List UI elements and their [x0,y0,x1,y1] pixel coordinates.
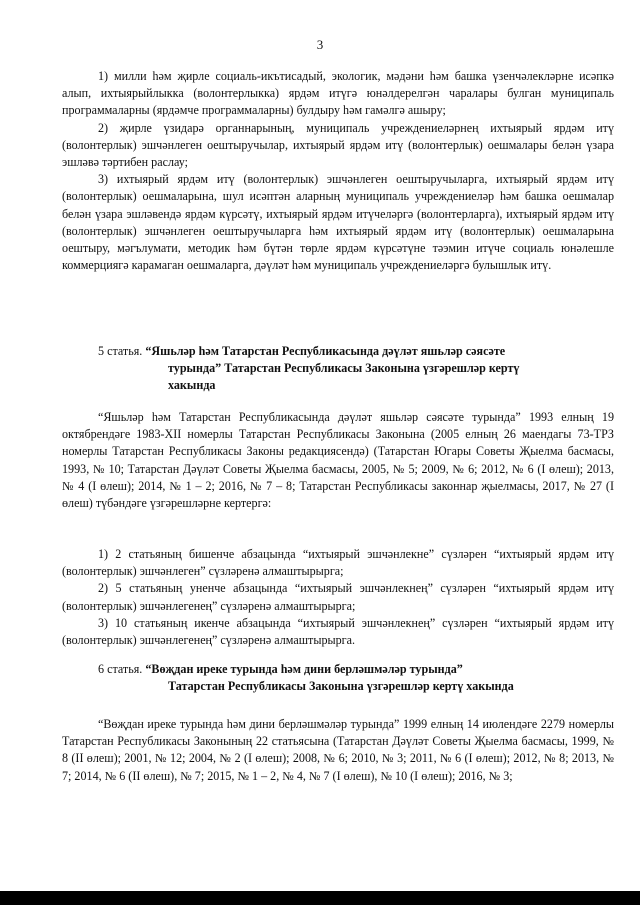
article-6-heading [62,661,614,695]
list-item: 1) милли һәм җирле социаль-икътисадый, экологик, мәдәни һәм башка үзенчәлекләрне исәпкә алып, ихтыярыйлыкка (волонтерлыкка) ярдәм итүгә юнәлдерелгән чаралары булган муниципаль программаларны (ярдәмче программаларны) булдыру һәм гамәлгә ашыру; [62,69,614,118]
paragraph: “Вөҗдан ирек​е турында һәм дини берләшмәләр турында” 1999 елның 14 июлендәге 2279 номерлы Татарстан Республикасы Законының 22 статьясына (Татарстан Дәүләт Советы Җыелма басмасы, 1999, № 8 (II өлеш); 2001, № 12; 2004, № 2 (I өлеш); 2008, № 6; 2010, № 3; 2011, № 6 (I өлеш); 2012, № 8; 2013, № 7; 2014, № 6 (II өлеш), № 7; 2015, № 1 – 2, № 4, № 7 (I өлеш), № 10 (I өлеш); 2016, № 3; [62,717,614,783]
article-5-changes [62,546,614,649]
article-5-heading [62,343,614,395]
list-item: 2) 5 статьяның уненче абзацында “ихтыярый эшчәнлекнең” сүзләрен “ихтыярый ярдәм итү (волонтерлык) эшчәнлегенең” сүзләренә алмаштырырга; [62,581,614,613]
list-item: 2) җирле үзидарә органнарының, муниципаль учреждениеләрнең ихтыярый ярдәм итү (волонтерлык) эшчәнлеген оештыручылар, ихтыярый ярдәм итү (волонтерлык) оешмалары белән үзара эшләвә тәртибен раслау; [62,120,614,170]
article-title: турында” Татарстан Республикасы Законына үзгәрешләр кертү [168,361,520,376]
paragraph: “Яшьләр һәм Татарстан Республикасында дәүләт яшьләр сәясәте турында” 1993 елның 19 октябрендәге 1983-XII номерлы Татарстан Республикасы Законына (2005 елның 26 маендагы 73-ТРЗ номерлы Татарстан Республикасы Законы редакциясендә) (Татарстан Югары Советы Җыелма басмасы, 1993, № 10; Татарстан Дәүләт Советы Җыелма басмасы, 2005, № 5; 2009, № 6; 2012, № 6 (I өлеш); 2013, № 4 (I өлеш); 2014, № 1 – 2; 2016, № 7 – 8; Татарстан Республикасы законнар җыелмасы, 2017, № 27 (I өлеш) түбәндәге үзгәрешләрне кертергә: [62,410,614,511]
article-title: хакында [168,378,216,393]
list-item: 1) 2 статьяның бишенче абзацында “ихтыярый эшчәнлекне” сүзләрен “ихтыярый ярдәм итү (волонтерлык) эшчәнлеген” сүзләренә алмаштырырга; [62,547,614,579]
article-6-body [62,716,614,785]
article-title: “Яшьләр һәм Татарстан Республикасында дәүләт яшьләр сәясәте [145,344,506,358]
list-item: 3) ихтыярый ярдәм итү (волонтерлык) эшчәнлеген оештыручыларга, ихтыярый ярдәм итү (волонтерлык) оешмаларына, шул исәптән аларның муниципаль учреждениеләр һәм башка оешмалар белән үзара эшләвендә ярдәм күрсәтү, ихтыярый ярдәм итүчеләргә (волонтерларга), ихтыярый ярдәм итү (волонтерлык) эшчәнлеген оештыручыларга һәм ихтыярый ярдәм итү (волонтерлык) оешмаларына оештыру, мәгълумати, методик һәм бүтән төрле ярдәм күрсәтүне тәэмин итүче социаль юнәлешле коммерциягә карамаган оешмаларга, дәүләт һәм муниципаль учреждениеләргә булышлык итү. [62,172,614,273]
article-prefix: 5 статья. [98,344,143,358]
article-prefix: 6 статья. [98,662,143,676]
scan-edge [0,891,640,905]
article-title: “Вөҗдан ирек​е турында һәм дини берләшмәләр турында” [145,662,463,676]
list-item: 3) 10 статьяның икенче абзацында “ихтыярый эшчәнлекнең” сүзләрен “ихтыярый ярдәм итү (волонтерлык) эшчәнлегенең” сүзләренә алмаштырырга. [62,615,614,648]
article-title: Татарстан Республикасы Законына үзгәрешләр кертү хакында [168,679,514,694]
page-number: 3 [316,37,324,52]
article-5-body [62,409,614,512]
municipal-powers-list [62,68,614,274]
